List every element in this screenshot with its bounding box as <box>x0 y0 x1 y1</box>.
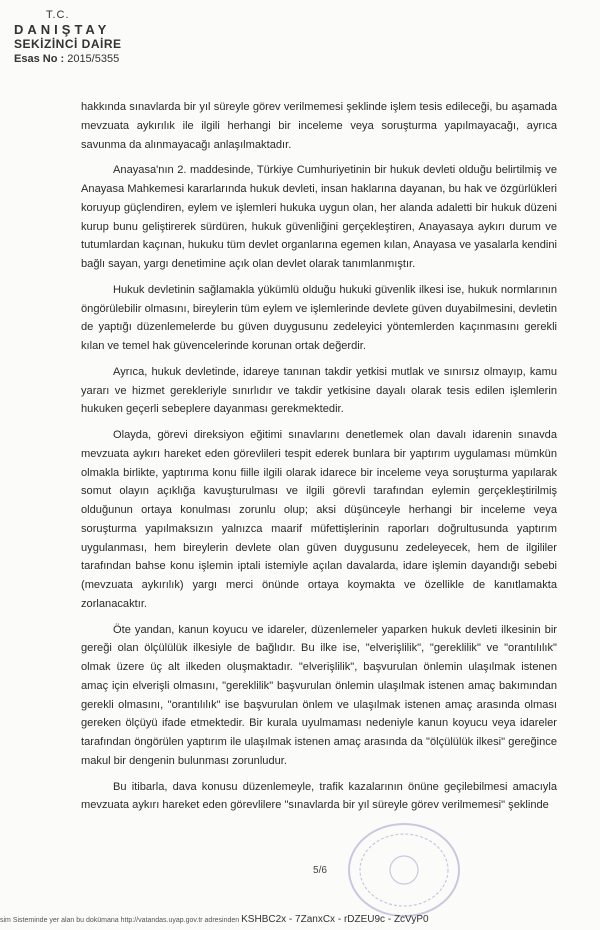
verification-code: KSHBC2x - 7ZanxCx - rDZEU9c - ZcVyP0 <box>241 914 429 925</box>
document-body <box>81 98 557 822</box>
paragraph: Anayasa'nın 2. maddesinde, Türkiye Cumhuriyetinin bir hukuk devleti olduğu belirtilmiş ve Anayasa Mahkemesi kararlarında hukuk devleti, insan haklarına dayanan, bu hak ve özgürlükleri koruyup güçlendiren, eylem ve işlemleri hukuka uygun olan, her alanda adaletti bir hukuk düzeni kurup bunu geliştirerek sürdüren, hukuk güvenliğini gerçekleştiren, Anayasaya aykırı durum ve tutumlardan kaçınan, hukuku tüm devlet organlarına egemen kılan, Anayasa ve yasalarla kendini bağlı sayan, yargı denetimine açık olan devlet olarak tanımlanmıştır. <box>81 164 557 270</box>
header-court-name: DANIŞTAY <box>14 22 111 37</box>
paragraph: Hukuk devletinin sağlamakla yükümlü olduğu hukuki güvenlik ilkesi ise, hukuk normlarının öngörülebilir olmasını, bireylerin tüm eylem ve işlemlerinde devlete güven duyabilmesini, devletin de yaptığı düzenlemelerde bu güven duygusunu zedeleyici yöntemlerden kaçınmasını gerekli kılan ve temel hak güvencelerinde korunan ortak değerdir. <box>81 283 557 352</box>
paragraph-continuation: hakkında sınavlarda bir yıl süreyle görev verilmemesi şeklinde işlem tesis edileceği, bu aşamada mevzuata aykırılık ile ilgili herhangi bir inceleme veya soruşturma yapılmayacağı, ayrıca savunma da alınmayacağı anlaşılmaktadır. <box>81 101 557 151</box>
header-tc: T.C. <box>46 9 70 21</box>
verification-footer <box>0 910 600 930</box>
case-number-label: Esas No : <box>14 53 65 65</box>
paragraph: Bu itibarla, dava konusu düzenlemeyle, trafik kazalarının önüne geçilebilmesi amacıyla mevzuata aykırı hareket eden görevlilere "sınavlarda bir yıl süreyle görev verilmemesi" şeklinde <box>81 780 557 812</box>
footer-text: sim Sisteminde yer alan bu dokümana http://vatandas.uyap.gov.tr adresinden <box>0 917 240 924</box>
header-chamber: SEKİZİNCİ DAİRE <box>14 37 122 51</box>
paragraph: Olayda, görevi direksiyon eğitimi sınavlarını denetlemek olan davalı idarenin sınavda mevzuata aykırı hareket eden görevlileri tespit ederek bunlara bir yaptırım uygulaması mümkün olmakla birlikte, yaptırıma konu fiille ilgili olarak idarece bir inceleme veya soruşturma yapılarak somut olayın açıklığa kavuşturulması ve ilgili görevli tarafından eylemin gerçekleştirilmiş olduğunun ortaya konulması zorunlu olup; aksi düşünceyle herhangi bir inceleme veya soruşturma yapılmaksızın yalnızca maarif müfettişlerinin raporları doğrultusunda yaptırım uygulanması, hem bireylerin devlete olan güven duygusunu zedeleyecek, hem de ilgililer tarafından bahse konu işlemin iptali istemiyle açılan davalarda, idare işlemin dayandığı sebebi (mevzuata aykırılık) yargı merci önünde ortaya koymakta ve özellikle de kanıtlamakta zorlanacaktır. <box>81 429 557 610</box>
case-number-value: 2015/5355 <box>67 53 120 65</box>
document-header <box>14 8 122 67</box>
header-case-number <box>14 52 122 67</box>
paragraph: Öte yandan, kanun koyucu ve idareler, düzenlemeler yaparken hukuk devleti ilkesinin bir gereği olan ölçülülük ilkesiyle de bağlıdır. Bu ilke ise, "elverişlilik", "gereklilik" ve "orantılılık" olmak üzere üç alt ilkeden oluşmaktadır. "elverişlilik", başvurulan önlemin ulaşılmak istenen amaç için elverişli olmasını, "gereklilik" başvurulan önlemin ulaşılmak istenen amaç bakımından gerekli olmasını, "orantılılık" ise başvurulan önlem ve ulaşılmak istenen amaç arasında olması gereken ölçüyü ifade etmektedir. Bir kurala uyulmaması nedeniyle kanun koyucu veya idareler tarafından öngörülen yaptırım ile ulaşılmak istenen amaç arasında da "ölçülülük ilkesi" gereğince makul bir dengenin bulunması zorunludur. <box>81 623 557 767</box>
page-number: 5/6 <box>313 865 327 876</box>
paragraph: Ayrıca, hukuk devletinde, idareye tanınan takdir yetkisi mutlak ve sınırsız olmayıp, kamu yararı ve hizmet gerekleriyle sınırlıdır ve takdir yetkisine dayalı olarak tesis edilen işlemlerin hukuken geçerli sebeplere dayanması gerekmektedir. <box>81 365 557 416</box>
